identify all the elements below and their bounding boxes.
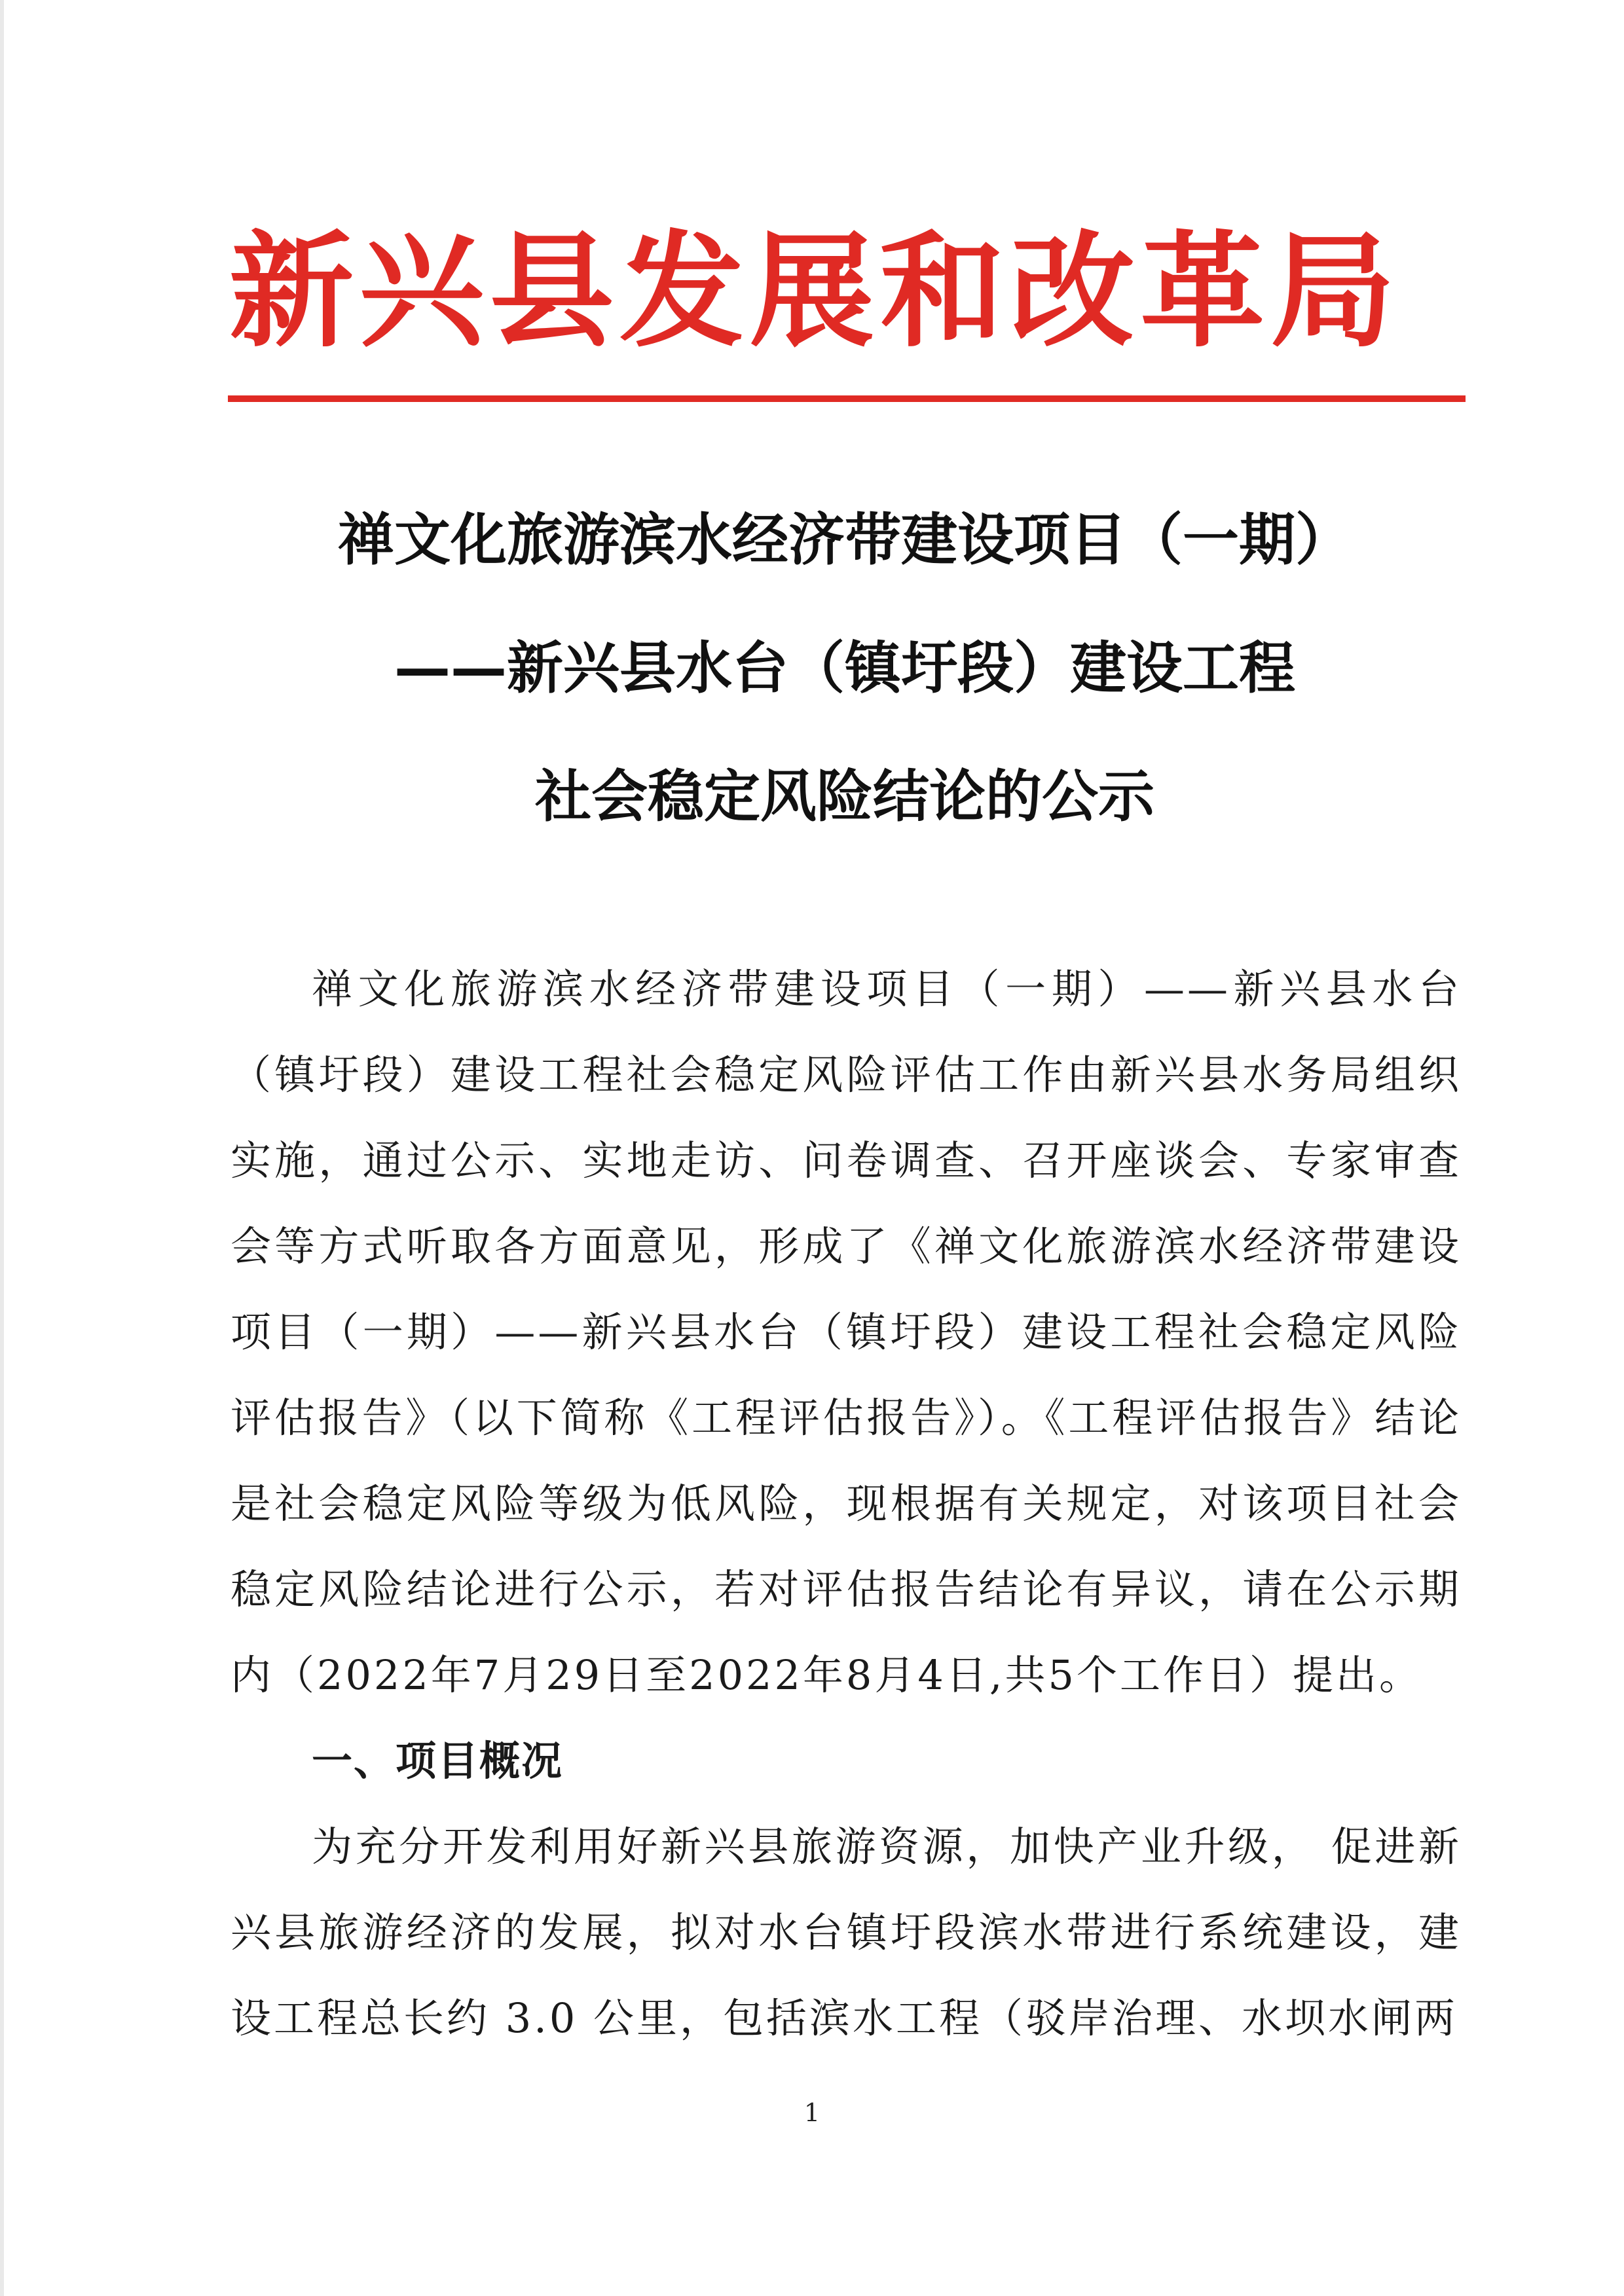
- masthead-char: 局: [1270, 218, 1395, 364]
- red-divider: [228, 395, 1466, 402]
- scan-edge: [0, 0, 4, 2296]
- title-line-2: ——新兴县水台（镇圩段）建设工程: [394, 636, 1295, 701]
- section-paragraph: 为充分开发利用好新兴县旅游资源，加快产业升级， 促进新兴县旅游经济的发展，拟对水台镇圩段滨水带进行系统建设，建设工程总长约 3.0 公里，包括滨水工程（驳岸治理、水坝水闸两: [231, 1823, 1462, 2042]
- document-body: [231, 946, 1462, 2061]
- masthead-char: 发: [619, 218, 745, 364]
- section-heading: 一、项目概况: [312, 1737, 564, 1785]
- masthead-char: 革: [1140, 218, 1265, 364]
- masthead-char: 新: [229, 218, 354, 364]
- masthead-char: 展: [750, 218, 875, 364]
- masthead-char: 改: [1010, 218, 1135, 364]
- document-title: [196, 504, 1493, 889]
- masthead-char: 和: [879, 218, 1005, 364]
- title-line-3: 社会稳定风险结论的公示: [535, 764, 1154, 829]
- intro-paragraph: 禅文化旅游滨水经济带建设项目（一期）——新兴县水台（镇圩段）建设工程社会稳定风险评估工作由新兴县水务局组织实施，通过公示、实地走访、问卷调查、召开座谈会、专家审查会等方式听取各方面意见，形成了《禅文化旅游滨水经济带建设项目（一期）——新兴县水台（镇圩段）建设工程社会稳定风险评估报告》（以下简称《工程评估报告》）。《工程评估报告》结论是社会稳定风险等级为低风险，现根据有关规定，对该项目社会稳定风险结论进行公示，若对评估报告结论有异议，请在公示期内（2022年7月29日至2022年8月4日,共5个工作日）提出。: [231, 965, 1462, 1699]
- masthead-char: 县: [489, 218, 614, 364]
- masthead: [229, 216, 1395, 367]
- masthead-char: 兴: [359, 218, 484, 364]
- page-number: 1: [803, 2098, 821, 2127]
- title-line-1: 禅文化旅游滨水经济带建设项目（一期）: [338, 507, 1352, 573]
